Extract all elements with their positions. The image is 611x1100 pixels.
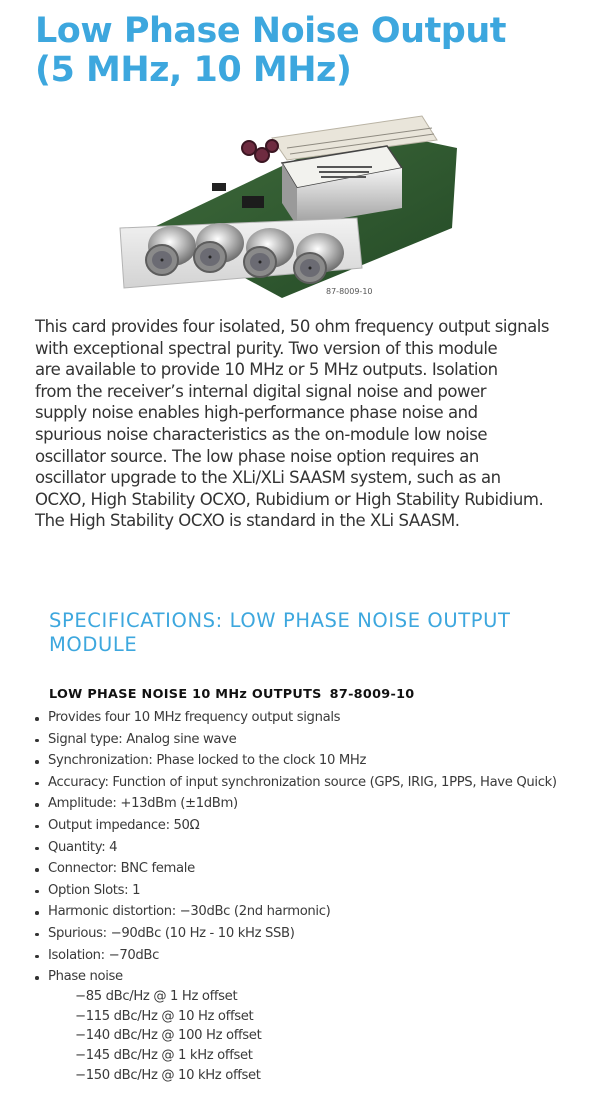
spec-item-harmonic-distortion: Harmonic distortion: −30dBc (2nd harmonic): [30, 901, 557, 923]
spec-item-quantity: Quantity: 4: [30, 837, 557, 859]
intro-line: oscillator source. The low phase noise option requires an: [35, 446, 479, 466]
spec-item-output-impedance: Output impedance: 50Ω: [30, 815, 557, 837]
page-title-line-2: (5 MHz, 10 MHz): [35, 50, 352, 90]
spec-item-accuracy: Accuracy: Function of input synchronization source (GPS, IRIG, 1PPS, Have Quick): [30, 772, 557, 794]
spec-item-spurious: Spurious: −90dBc (10 Hz - 10 kHz SSB): [30, 923, 557, 945]
intro-line: OCXO, High Stability OCXO, Rubidium or High Stability Rubidium.: [35, 489, 544, 509]
spec-list: [30, 707, 557, 988]
spec-item-option-slots: Option Slots: 1: [30, 880, 557, 902]
spec-item-connector: Connector: BNC female: [30, 858, 557, 880]
phase-noise-item: −140 dBc/Hz @ 100 Hz offset: [75, 1028, 262, 1044]
product-image: [112, 108, 512, 308]
specifications-heading-line-1: SPECIFICATIONS: LOW PHASE NOISE OUTPUT: [49, 609, 511, 632]
spec-item-isolation: Isolation: −70dBc: [30, 945, 557, 967]
intro-line: are available to provide 10 MHz or 5 MHz outputs. Isolation: [35, 360, 498, 380]
spec-item-outputs: Provides four 10 MHz frequency output signals: [30, 707, 557, 729]
phase-noise-item: −150 dBc/Hz @ 10 kHz offset: [75, 1067, 261, 1083]
page-title-line-1: Low Phase Noise Output: [35, 11, 507, 51]
specifications-heading: [49, 609, 589, 657]
section-title: [49, 687, 415, 702]
intro-line: spurious noise characteristics as the on-module low noise: [35, 424, 488, 444]
intro-line: oscillator upgrade to the XLi/XLi SAASM system, such as an: [35, 468, 501, 488]
spec-item-amplitude: Amplitude: +13dBm (±1dBm): [30, 793, 557, 815]
phase-noise-list: [75, 987, 261, 1086]
circuit-card-illustration: [112, 108, 512, 308]
phase-noise-item: −85 dBc/Hz @ 1 Hz offset: [75, 989, 238, 1004]
intro-line: with exceptional spectral purity. Two version of this module: [35, 338, 498, 358]
intro-line: This card provides four isolated, 50 ohm frequency output signals: [35, 317, 550, 336]
spec-item-phase-noise: Phase noise: [30, 966, 557, 988]
intro-line: supply noise enables high-performance phase noise and: [35, 403, 478, 423]
intro-paragraph: [35, 316, 595, 532]
section-title-text: LOW PHASE NOISE 10 MHz OUTPUTS: [49, 687, 322, 702]
spec-item-signal-type: Signal type: Analog sine wave: [30, 729, 557, 751]
intro-line: from the receiver’s internal digital signal noise and power: [35, 381, 487, 401]
phase-noise-item: −145 dBc/Hz @ 1 kHz offset: [75, 1048, 253, 1064]
phase-noise-item: −115 dBc/Hz @ 10 Hz offset: [75, 1008, 254, 1024]
page-title: [35, 12, 595, 90]
spec-item-synchronization: Synchronization: Phase locked to the clock 10 MHz: [30, 750, 557, 772]
section-part-number: 87-8009-10: [329, 687, 415, 702]
intro-line: The High Stability OCXO is standard in the XLi SAASM.: [35, 511, 460, 531]
part-number-label: 87-8009-10: [326, 287, 373, 296]
specifications-heading-line-2: MODULE: [49, 633, 138, 656]
